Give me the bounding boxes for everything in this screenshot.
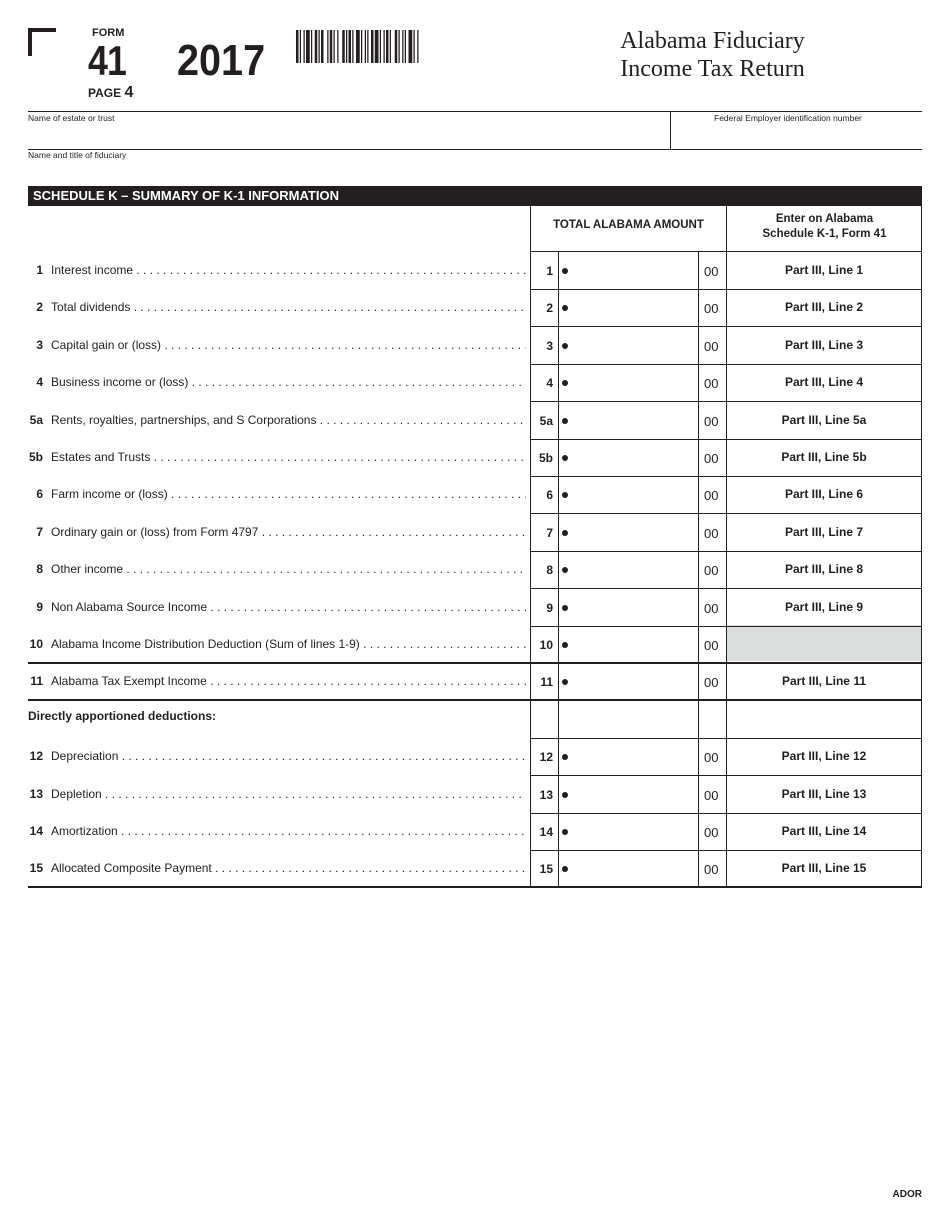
schedule-row [28,402,922,439]
bullet-icon [562,642,568,648]
line-label: Depreciation . . . [51,749,526,763]
k1-target: Part III, Line 5a [781,412,867,427]
cents-value: 00 [704,301,719,317]
box-number: 5a [539,413,553,428]
box-number: 12 [539,750,553,765]
cents-value: 00 [704,338,719,354]
line-number: 8 [36,562,43,577]
cents-value: 00 [704,488,719,504]
line-number: 7 [36,524,43,539]
cents-value: 00 [704,413,719,429]
box-number: 2 [546,301,553,316]
box-number: 4 [546,376,553,391]
line-number: 2 [36,300,43,315]
form-title-line2: Income Tax Return [620,56,805,82]
k1-target: Part III, Line 1 [784,263,864,277]
enter-on-header-line1: Enter on Alabama [775,213,874,225]
amount-input[interactable] [573,329,695,361]
cents-value: 00 [704,675,719,691]
barcode-icon [296,30,474,63]
fein-divider [670,111,671,149]
fiduciary-rule [28,149,922,150]
cents-value: 00 [704,787,719,803]
line-number: 1 [36,263,43,277]
schedule-row [28,738,922,775]
schedule-row [28,626,922,663]
enter-on-header-line2: Schedule K-1, Form 41 [762,228,887,240]
schedule-row [28,252,922,289]
bullet-icon [562,268,568,274]
line-number: 9 [36,599,43,614]
cents-value: 00 [704,862,719,878]
k1-target: Part III, Line 15 [781,861,867,876]
schedule-row [28,663,922,700]
line-number: 4 [36,375,43,390]
k1-target: Part III, Line 5b [781,450,867,464]
estate-name-field[interactable] [28,124,668,148]
amount-input[interactable] [573,441,695,473]
agency-code: ADOR [892,1189,922,1200]
box-number: 1 [546,264,553,278]
schedule-row [28,551,922,588]
line-number: 5b [28,450,43,464]
line-number: 6 [36,487,43,502]
line-label: Capital gain or (loss) . . . [51,338,526,352]
amount-input[interactable] [573,591,695,623]
k1-target: Part III, Line 9 [784,599,864,614]
k1-target: Part III, Line 8 [784,562,864,577]
cents-value: 00 [704,600,719,616]
bullet-icon [562,418,568,424]
cents-value: 00 [704,264,719,279]
form-label: FORM [92,27,125,39]
schedule-row [28,514,922,551]
line-label: Alabama Income Distribution Deduction (Sum of lines 1-9) . . . [51,637,526,651]
line-number: 10 [29,637,43,651]
schedule-row [28,327,922,364]
schedule-row [28,589,922,626]
page-label: PAGE [88,86,122,100]
amount-input[interactable] [573,478,695,510]
schedule-row [28,813,922,850]
cents-value: 00 [704,451,719,466]
k1-target: Part III, Line 11 [781,674,867,689]
bullet-icon [562,754,568,760]
box-number: 5b [538,451,553,465]
amount-input[interactable] [573,852,695,884]
k1-target: Part III, Line 12 [781,749,867,764]
total-amount-header: TOTAL ALABAMA AMOUNT [553,219,704,231]
box-number: 11 [540,675,553,690]
amount-input[interactable] [573,778,695,810]
bullet-icon [562,866,568,872]
amount-input[interactable] [573,516,695,548]
form-title-line1: Alabama Fiduciary [620,28,805,54]
line-label: Interest income . . . [51,263,526,277]
bullet-icon [562,492,568,498]
box-number: 7 [546,525,553,540]
schedule-row [28,476,922,513]
box-number: 14 [539,825,553,839]
k1-target: Part III, Line 2 [784,300,864,315]
page-number: 4 [124,84,134,101]
line-label: Rents, royalties, partnerships, and S Corporations . . . [51,413,526,427]
line-number: 12 [29,749,43,764]
fein-field[interactable] [672,124,922,148]
bullet-icon [562,343,568,349]
line-label: Depletion . . . [51,787,526,801]
k1-target: Part III, Line 7 [784,524,864,539]
deductions-subheading: Directly apportioned deductions: [28,709,217,723]
form-title [560,27,865,83]
line-number: 11 [30,674,43,689]
amount-input[interactable] [573,628,695,660]
fein-label: Federal Employer identification number [714,113,862,123]
k1-target: Part III, Line 14 [781,824,867,838]
k1-target: Part III, Line 3 [784,337,864,352]
cents-value: 00 [704,750,719,766]
cents-value: 00 [704,376,719,392]
line-label: Alabama Tax Exempt Income . . . [51,674,526,688]
line-number: 14 [29,824,43,838]
schedule-row [28,439,922,476]
line-number: 5a [29,412,43,427]
line-label: Business income or (loss) . . . [51,375,526,389]
bullet-icon [562,679,568,685]
schedule-row [28,364,922,401]
corner-mark [28,28,56,56]
fiduciary-field[interactable] [28,161,922,183]
bullet-icon [562,380,568,386]
bullet-icon [562,605,568,611]
amount-input[interactable] [573,366,695,398]
line-label: Amortization . . . [51,824,526,838]
bullet-icon [562,455,568,461]
fiduciary-label: Name and title of fiduciary [28,150,127,160]
line-label: Allocated Composite Payment . . . [51,861,526,875]
cents-value: 00 [704,525,719,541]
box-number: 9 [546,600,553,615]
cents-value: 00 [704,563,719,579]
amount-input[interactable] [573,553,695,585]
cents-value: 00 [704,825,719,840]
estate-name-rule [28,111,922,112]
line-number: 13 [29,786,43,801]
tax-year: 2017 [177,36,266,85]
line-label: Non Alabama Source Income . . . [51,600,526,614]
page-indicator [88,84,133,102]
line-label: Estates and Trusts . . . [51,450,526,464]
k1-target: Part III, Line 13 [781,786,867,801]
enter-on-header [727,212,922,242]
bullet-icon [562,567,568,573]
k1-target: Part III, Line 4 [784,375,864,390]
box-number: 6 [546,488,553,503]
schedule-row [28,289,922,326]
bullet-icon [562,792,568,798]
box-number: 10 [539,638,553,652]
line-number: 15 [29,861,43,876]
amount-input[interactable] [573,291,695,323]
schedule-row [28,776,922,813]
line-number: 3 [36,337,43,352]
estate-name-label: Name of estate or trust [28,113,115,123]
amount-input[interactable] [573,404,695,436]
bullet-icon [562,829,568,835]
line-label: Farm income or (loss) . . . [51,487,526,501]
box-number: 8 [546,563,553,578]
line-label: Other income . . . [51,562,526,576]
schedule-row [28,850,922,887]
line-label: Total dividends . . . [51,300,526,314]
bullet-icon [562,305,568,311]
form-number: 41 [88,37,127,84]
cents-value: 00 [704,638,719,653]
line-label: Ordinary gain or (loss) from Form 4797 . . . [51,525,526,539]
amount-input[interactable] [573,815,695,847]
bullet-icon [562,530,568,536]
box-number: 13 [539,787,553,802]
box-number: 3 [546,338,553,353]
box-number: 15 [539,862,553,877]
schedule-title: SCHEDULE K – SUMMARY OF K-1 INFORMATION [28,186,922,206]
amount-input[interactable] [573,254,695,286]
amount-input[interactable] [573,740,695,772]
amount-input[interactable] [573,665,695,697]
k1-target: Part III, Line 6 [784,487,864,502]
